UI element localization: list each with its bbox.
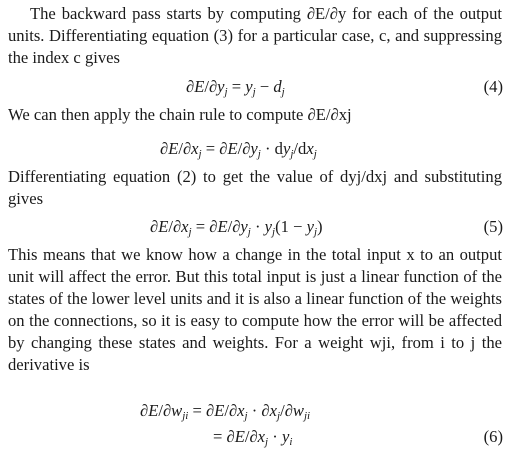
paragraph-backward-pass (8, 3, 502, 69)
equation-number-5: (5) (483, 217, 503, 236)
equation-number-4: (4) (483, 77, 503, 96)
paragraph-2-text: We can then apply the chain rule to compute ∂E/∂xj (8, 105, 352, 124)
equation-number-6: (6) (483, 427, 503, 446)
equation-chain-rule-math: $\partial E/\partial x_j = \partial E/\partial y_j \cdot dy_j/dx_j$ (160, 139, 317, 160)
equation-4-math: $\partial E/\partial y_j = y_j - d_j$ (186, 77, 285, 98)
equation-5-math: $\partial E/\partial x_j = \partial E/\partial y_j \cdot y_j(1 - y_j)$ (150, 217, 323, 238)
paragraph-differentiating (8, 166, 502, 210)
paragraph-1-text: The backward pass starts by computing ∂E/∂y for each of the output units. Differentiating equation (3) for a particular case, c, and suppressing the index c gives (8, 3, 502, 67)
equation-5 (0, 216, 511, 238)
equation-4 (0, 76, 511, 98)
paragraph-chain-rule (8, 104, 502, 126)
equation-weight-derivative (0, 400, 511, 422)
equation-weight-derivative-math: $\partial E/\partial w_{ji} = \partial E/\partial x_j \cdot \partial x_j/\partial w_{ji}$ (140, 401, 311, 422)
paragraph-total-input (8, 244, 502, 376)
paragraph-3-text: Differentiating equation (2) to get the value of dyj/dxj and substituting gives (8, 167, 502, 208)
equation-6-math: = $\partial E/\partial x_j \cdot y_i$ (213, 427, 293, 448)
equation-chain-rule (0, 138, 511, 160)
equation-6 (0, 426, 511, 448)
paragraph-4-text: This means that we know how a change in the total input x to an output unit will affect the error. But this total input is just a linear function of the states of the lower level units and it is also a linear function of the weights on the connections, so it is easy to compute how the error will be affected by changing these states and weights. For a weight wji, from i to j the derivative is (8, 245, 502, 374)
